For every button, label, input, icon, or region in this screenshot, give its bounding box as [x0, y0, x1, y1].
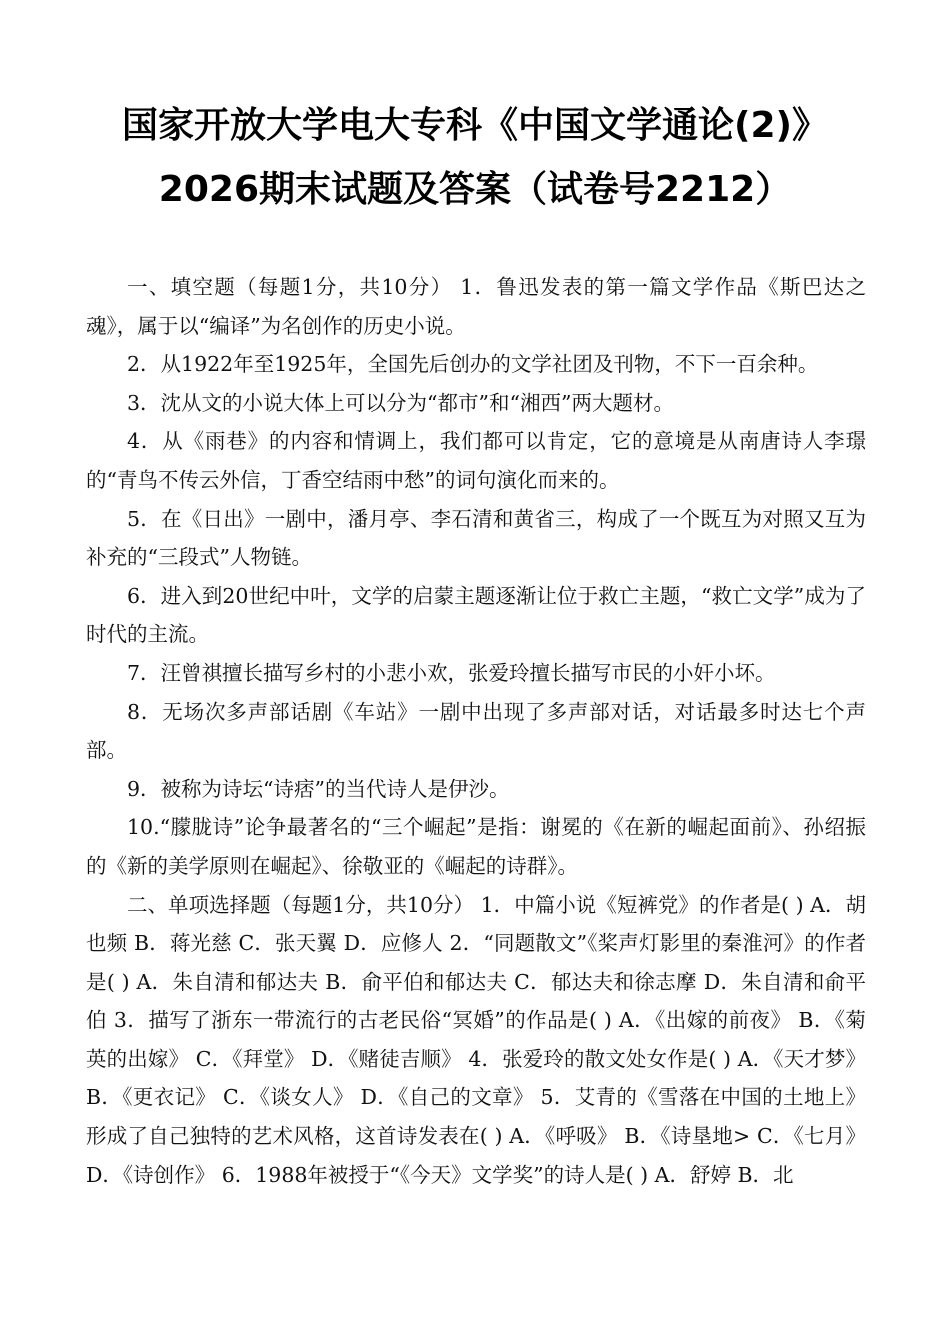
paragraph-fill-blank-1: 一、填空题（每题1分，共10分） 1．鲁迅发表的第一篇文学作品《斯巴达之魂》，属于以“编译”为名创作的历史小说。 [86, 275, 866, 338]
paragraph-fill-blank-4: 4．从《雨巷》的内容和情调上，我们都可以肯定，它的意境是从南唐诗人李璟的“青鸟不传云外信，丁香空结雨中愁”的词句演化而来的。 [86, 429, 866, 492]
paragraph-fill-blank-8: 8．无场次多声部话剧《车站》一剧中出现了多声部对话，对话最多时达七个声部。 [86, 699, 866, 763]
paragraph-multiple-choice: 二、单项选择题（每题1分，共10分） 1．中篇小说《短裤党》的作者是( ) A．胡也频 B．蒋光慈 C．张天翼 D．应修人 2．“同题散文”《桨声灯影里的秦淮河》的作者是( ) A．朱自清和郁达夫 B．俞平伯和郁达夫 C．郁达夫和徐志摩 D．朱自清和俞平伯 3．描写了浙东一带流行的古老民俗“冥婚”的作品是( ) A．《出嫁的前夜》 B．《菊英的出嫁》 C．《拜堂》 D．《赌徒吉顺》 4．张爱玲的散文处女作是( ) A．《天才梦》 B．《更衣记》 C．《谈女人》 D．《自己的文章》 5．艾青的《雪落在中国的土地上》形成了自己独特的艺术风格，这首诗发表在( ) A．《呼吸》 B．《诗垦地> C．《七月》 D．《诗创作》 6．1988年被授于“《今天》文学奖”的诗人是( ) A．舒婷 B．北 [86, 892, 866, 1187]
paragraph-fill-blank-3: 3．沈从文的小说大体上可以分为“都市”和“湘西”两大题材。 [127, 390, 674, 415]
paragraph-fill-blank-2: 2．从1922年至1925年，全国先后创办的文学社团及刊物，不下一百余种。 [127, 352, 819, 377]
document-body [86, 268, 866, 1194]
paragraph-fill-blank-5: 5．在《日出》一剧中，潘月亭、李石清和黄省三，构成了一个既互为对照又互为补充的“三段式”人物链。 [86, 506, 866, 570]
document-title-line-1: 国家开放大学电大专科《中国文学通论(2)》 [122, 105, 828, 146]
document-title-line-2: 2026期末试题及答案（试卷号2212） [158, 169, 792, 210]
paragraph-fill-blank-10: 10.“朦胧诗”论争最著名的“三个崛起”是指：谢冕的《在新的崛起面前》、孙绍振的《新的美学原则在崛起》、徐敬亚的《崛起的诗群》。 [86, 815, 866, 878]
paragraph-fill-blank-7: 7．汪曾祺擅长描写乡村的小悲小欢，张爱玲擅长描写市民的小奸小坏。 [127, 660, 776, 685]
paragraph-fill-blank-6: 6．进入到20世纪中叶，文学的启蒙主题逐渐让位于救亡主题，“救亡文学”成为了时代的主流。 [86, 583, 866, 647]
paragraph-fill-blank-9: 9．被称为诗坛“诗痞”的当代诗人是伊沙。 [127, 776, 510, 801]
